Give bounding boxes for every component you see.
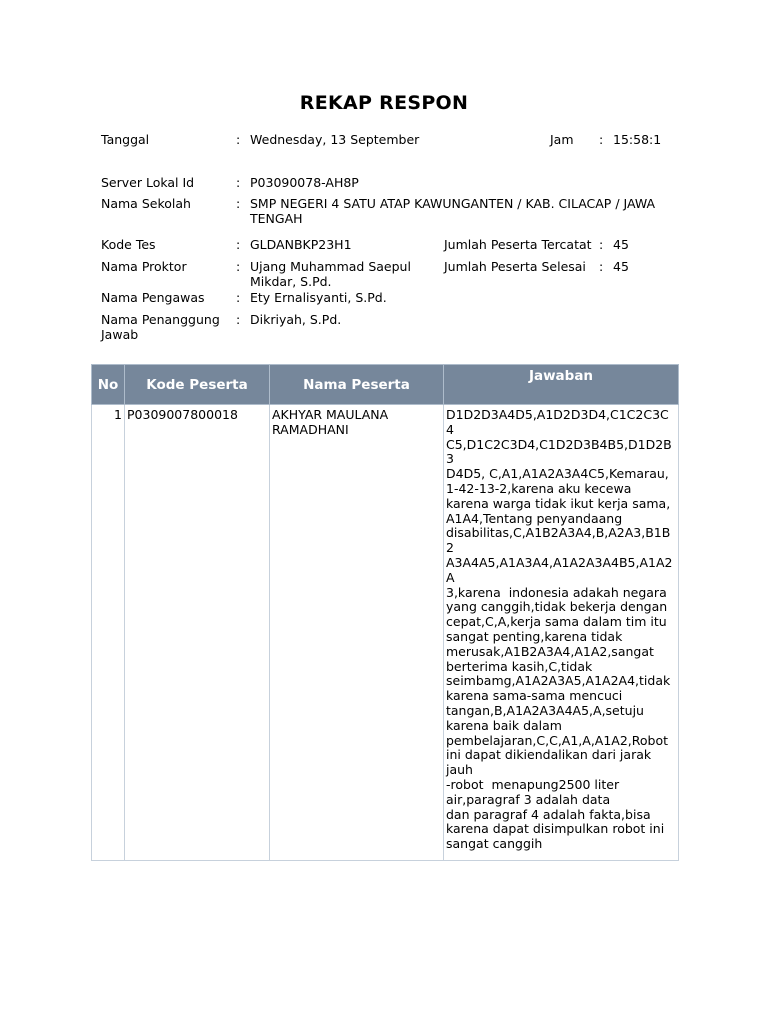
server-label: Server Lokal Id [101, 175, 195, 190]
table-header-row [92, 365, 679, 405]
colon: : [599, 237, 604, 252]
nama-peserta-line2: RAMADHANI [272, 421, 349, 437]
colon: : [599, 259, 604, 274]
cell-jawaban: D1D2D3A4D5,A1D2D3D4,C1C2C3C4 C5,D1C2C3D4,C1D2D3B4B5,D1D2B3 D4D5, C,A1,A1A2A3A4C5,Kemarau, 1-42-13-2,karena aku kecewa karena warga tidak ikut kerja sama, A1A4,Tentang penyandaang disabilitas,C,A1B2A3A4,B,A2A3,B1B2 A3A4A5,A1A3A4,A1A2A3A4B5,A1A2A 3,karena indonesia adakah negara yang canggih,tidak bekerja dengan cepat,C,A,kerja sama dalam tim itu sangat penting,karena tidak merusak,A1B2A3A4,A1A2,sangat berterima kasih,C,tidak seimbamg,A1A2A3A5,A1A2A4,tidak karena sama-sama mencuci tangan,B,A1A2A3A4A5,A,setuju karena baik dalam pembelajaran,C,C,A1,A,A1A2,Robot ini dapat dikiendalikan dari jarak jauh -robot menapung2500 liter air,paragraf 3 adalah data dan paragraf 4 adalah fakta,bisa karena dapat disimpulkan robot ini sangat canggih [444, 405, 679, 861]
colon: : [236, 196, 241, 211]
colon: : [236, 312, 241, 327]
cell-kode-peserta: P0309007800018 [125, 405, 270, 861]
penanggung-jawab-label-line2: Jawab [101, 327, 139, 342]
proktor-label: Nama Proktor [101, 259, 187, 274]
server-value: P03090078-AH8P [250, 175, 359, 190]
colon: : [236, 132, 241, 147]
sekolah-label: Nama Sekolah [101, 196, 191, 211]
selesai-value: 45 [613, 259, 629, 274]
sekolah-value-line1: SMP NEGERI 4 SATU ATAP KAWUNGANTEN / KAB. CILACAP / JAWA [250, 196, 656, 211]
colon: : [236, 175, 241, 190]
column-header-kode-peserta: Kode Peserta [125, 365, 270, 405]
selesai-label: Jumlah Peserta Selesai [444, 259, 586, 274]
penanggung-jawab-value: Dikriyah, S.Pd. [250, 312, 342, 327]
kodetes-label: Kode Tes [101, 237, 156, 252]
penanggung-jawab-label-line1: Nama Penanggung [101, 312, 220, 327]
tercatat-label: Jumlah Peserta Tercatat [444, 237, 592, 252]
proktor-value [250, 259, 440, 289]
jam-value: 15:58:1 [613, 132, 662, 147]
column-header-nama-peserta: Nama Peserta [270, 365, 444, 405]
nama-peserta-line1: AKHYAR MAULANA [272, 407, 389, 422]
tercatat-value: 45 [613, 237, 629, 252]
response-table [91, 364, 679, 861]
tanggal-label: Tanggal [101, 132, 150, 147]
jam-label: Jam [550, 132, 574, 147]
kodetes-value: GLDANBKP23H1 [250, 237, 352, 252]
sekolah-value [250, 196, 680, 226]
pengawas-label: Nama Pengawas [101, 290, 205, 305]
colon: : [236, 290, 241, 305]
colon: : [236, 237, 241, 252]
colon: : [599, 132, 604, 147]
page-title: REKAP RESPON [299, 92, 469, 114]
colon: : [236, 259, 241, 274]
proktor-value-line1: Ujang Muhammad Saepul [250, 259, 411, 274]
cell-no: 1 [92, 405, 125, 861]
table-row [92, 405, 679, 861]
column-header-no: No [92, 365, 125, 405]
cell-nama-peserta [270, 405, 444, 861]
proktor-value-line2: Mikdar, S.Pd. [250, 274, 332, 289]
pengawas-value: Ety Ernalisyanti, S.Pd. [250, 290, 387, 305]
penanggung-jawab-label [101, 312, 231, 342]
tanggal-value: Wednesday, 13 September [250, 132, 420, 147]
sekolah-value-line2: TENGAH [250, 211, 303, 226]
column-header-jawaban: Jawaban [444, 365, 679, 405]
